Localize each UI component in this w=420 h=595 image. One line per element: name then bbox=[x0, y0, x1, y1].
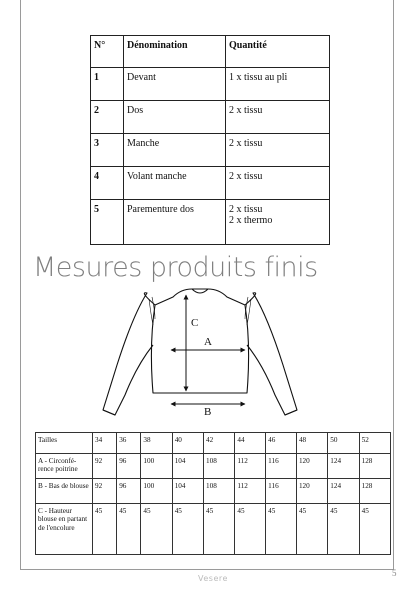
table-row bbox=[36, 479, 391, 504]
measurement-value: 45 bbox=[93, 504, 117, 555]
measurement-value: 45 bbox=[117, 504, 141, 555]
measurement-label: A - Circonfé-rence poitrine bbox=[36, 454, 93, 479]
measurement-value: 108 bbox=[204, 454, 235, 479]
page-number: 5 bbox=[392, 568, 397, 578]
size-header-cell: 40 bbox=[172, 433, 203, 454]
brand-watermark: Vesere bbox=[198, 574, 228, 583]
piece-name: Dos bbox=[124, 101, 226, 134]
label-c: C bbox=[191, 317, 199, 329]
piece-num: 5 bbox=[91, 200, 124, 245]
piece-qty-line: 2 x tissu bbox=[229, 204, 263, 215]
measurement-value: 128 bbox=[359, 454, 390, 479]
measurement-value: 116 bbox=[266, 454, 297, 479]
measurement-value: 124 bbox=[328, 479, 359, 504]
measurement-value: 45 bbox=[235, 504, 266, 555]
pieces-table bbox=[90, 35, 330, 245]
section-title: Mesures produits finis bbox=[33, 252, 318, 283]
measurement-value: 112 bbox=[235, 479, 266, 504]
measurement-value: 45 bbox=[296, 504, 327, 555]
size-header-cell: 50 bbox=[328, 433, 359, 454]
measurement-value: 120 bbox=[296, 479, 327, 504]
measurement-value: 116 bbox=[266, 479, 297, 504]
piece-qty-line: 2 x thermo bbox=[229, 215, 273, 226]
size-header-cell: 48 bbox=[296, 433, 327, 454]
measurement-value: 112 bbox=[235, 454, 266, 479]
blouse-neckline bbox=[192, 289, 208, 293]
right-sleeve bbox=[245, 293, 297, 415]
header-num: N° bbox=[91, 36, 124, 68]
header-qty: Quantité bbox=[226, 36, 330, 68]
table-row bbox=[36, 454, 391, 479]
piece-qty: 2 x tissu bbox=[226, 167, 330, 200]
measurement-value: 120 bbox=[296, 454, 327, 479]
piece-num: 2 bbox=[91, 101, 124, 134]
measurement-value: 100 bbox=[141, 454, 172, 479]
size-header-cell: 44 bbox=[235, 433, 266, 454]
sizes-header-row bbox=[36, 433, 391, 454]
piece-num: 3 bbox=[91, 134, 124, 167]
measurement-label: C - Hauteur blouse en partant de l'encolure bbox=[36, 504, 93, 555]
header-name: Dénomination bbox=[124, 36, 226, 68]
sizes-table bbox=[35, 432, 391, 555]
label-a: A bbox=[204, 336, 212, 348]
measurement-value: 45 bbox=[204, 504, 235, 555]
size-header-cell: 38 bbox=[141, 433, 172, 454]
piece-name: Volant manche bbox=[124, 167, 226, 200]
label-b: B bbox=[204, 406, 212, 418]
table-row bbox=[91, 134, 330, 167]
measurement-value: 128 bbox=[359, 479, 390, 504]
measurement-value: 45 bbox=[266, 504, 297, 555]
left-cuff bbox=[103, 410, 115, 415]
piece-qty: 2 x tissu bbox=[226, 134, 330, 167]
left-sleeve bbox=[103, 293, 155, 415]
size-header-cell: 36 bbox=[117, 433, 141, 454]
piece-num: 4 bbox=[91, 167, 124, 200]
pieces-header-row bbox=[91, 36, 330, 68]
measurement-value: 100 bbox=[141, 479, 172, 504]
blouse-diagram bbox=[95, 285, 305, 420]
table-row bbox=[91, 101, 330, 134]
table-row bbox=[91, 167, 330, 200]
piece-name: Parementure dos bbox=[124, 200, 226, 245]
piece-qty: 1 x tissu au pli bbox=[226, 68, 330, 101]
measurement-value: 92 bbox=[93, 454, 117, 479]
measurement-value: 96 bbox=[117, 479, 141, 504]
measurement-value: 45 bbox=[359, 504, 390, 555]
table-row bbox=[91, 68, 330, 101]
measurement-value: 124 bbox=[328, 454, 359, 479]
measurement-value: 92 bbox=[93, 479, 117, 504]
piece-qty: 2 x tissu bbox=[226, 101, 330, 134]
right-cuff bbox=[285, 410, 297, 415]
table-row bbox=[91, 200, 330, 245]
sizes-header-label: Tailles bbox=[36, 433, 93, 454]
size-header-cell: 52 bbox=[359, 433, 390, 454]
blouse-outline bbox=[103, 289, 297, 415]
table-row bbox=[36, 504, 391, 555]
piece-qty bbox=[226, 200, 330, 245]
measurement-value: 45 bbox=[141, 504, 172, 555]
measurement-value: 45 bbox=[328, 504, 359, 555]
size-header-cell: 42 bbox=[204, 433, 235, 454]
measurement-value: 104 bbox=[172, 454, 203, 479]
piece-name: Devant bbox=[124, 68, 226, 101]
piece-name: Manche bbox=[124, 134, 226, 167]
size-header-cell: 46 bbox=[266, 433, 297, 454]
measurement-value: 104 bbox=[172, 479, 203, 504]
blouse-body bbox=[151, 289, 248, 393]
measurement-value: 96 bbox=[117, 454, 141, 479]
piece-num: 1 bbox=[91, 68, 124, 101]
measurement-value: 108 bbox=[204, 479, 235, 504]
measurement-value: 45 bbox=[172, 504, 203, 555]
measurement-label: B - Bas de blouse bbox=[36, 479, 93, 504]
size-header-cell: 34 bbox=[93, 433, 117, 454]
